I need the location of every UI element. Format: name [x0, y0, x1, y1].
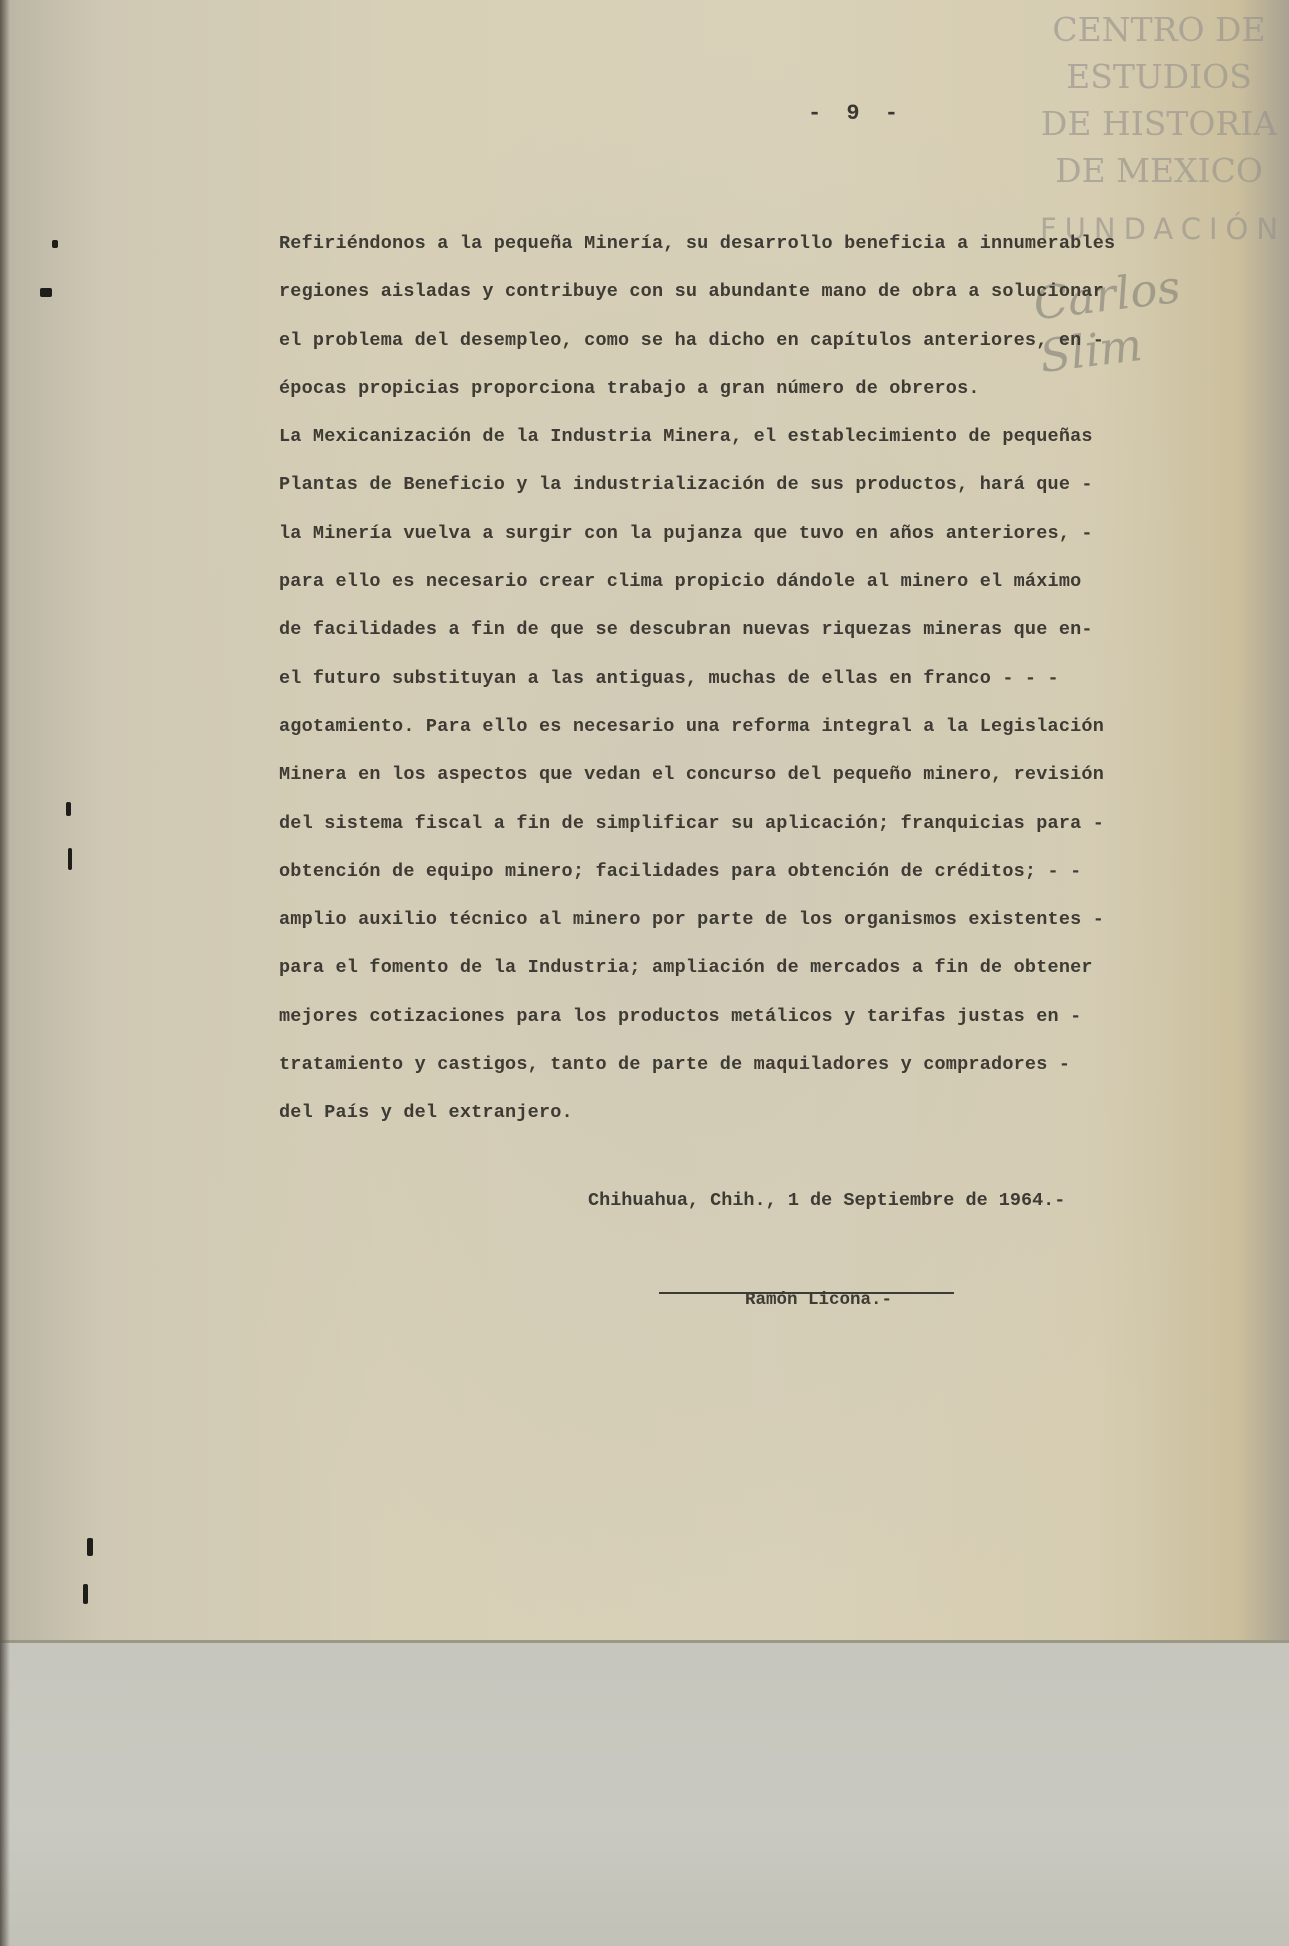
punch-mark: [87, 1538, 93, 1556]
text-line: mejores cotizaciones para los productos metálicos y tarifas justas en -: [279, 1005, 1082, 1027]
signer-name: Ramón Licona.-: [745, 1290, 893, 1310]
text-line: del País y del extranjero.: [279, 1102, 573, 1124]
punch-mark: [68, 848, 72, 870]
text-line: para ello es necesario crear clima propicio dándole al minero el máximo: [279, 571, 1082, 593]
paragraph: [279, 220, 1179, 413]
text-line: la Minería vuelva a surgir con la pujanza que tuvo en años anteriores, -: [279, 522, 1093, 544]
watermark-foundation: FUNDACIÓN: [1040, 212, 1287, 246]
paragraph: [279, 413, 1179, 1137]
watermark-line: DE MEXICO: [1055, 151, 1263, 190]
text-line: tratamiento y castigos, tanto de parte de maquiladores y compradores -: [279, 1054, 1071, 1076]
text-line: La Mexicanización de la Industria Minera, el establecimiento de pequeñas: [279, 426, 1093, 448]
watermark-line: ESTUDIOS: [1066, 57, 1252, 96]
text-line: agotamiento. Para ello es necesario una reforma integral a la Legislación: [279, 715, 1105, 737]
text-line: regiones aisladas y contribuye con su abundante mano de obra a solucionar: [279, 281, 1105, 303]
text-line: obtención de equipo minero; facilidades para obtención de créditos; - -: [279, 860, 1082, 882]
text-line: el problema del desempleo, como se ha dicho en capítulos anteriores, en -: [279, 329, 1105, 351]
punch-mark: [83, 1584, 88, 1604]
text-line: Minera en los aspectos que vedan el concurso del pequeño minero, revisión: [279, 764, 1105, 786]
punch-mark: [66, 802, 71, 816]
watermark-signature: Carlos Slim: [1030, 259, 1184, 384]
watermark-line: DE HISTORIA: [1040, 104, 1278, 143]
punch-mark: [52, 240, 58, 248]
text-line: el futuro substituyan a las antiguas, muchas de ellas en franco - - -: [279, 667, 1059, 689]
underlying-sheet: [0, 1640, 1289, 1946]
punch-mark: [40, 288, 52, 297]
scan-edge-shadow: [0, 0, 10, 1946]
text-line: de facilidades a fin de que se descubran nuevas riquezas mineras que en-: [279, 619, 1093, 641]
text-line: Plantas de Beneficio y la industrialización de sus productos, hará que -: [279, 474, 1093, 496]
text-line: Refiriéndonos a la pequeña Minería, su desarrollo beneficia a innumerables: [279, 233, 1116, 254]
text-line: amplio auxilio técnico al minero por parte de los organismos existentes -: [279, 909, 1105, 931]
page-number: - 9 -: [808, 101, 905, 126]
watermark-line: CENTRO DE: [1052, 10, 1266, 49]
place-and-date: Chihuahua, Chih., 1 de Septiembre de 1964.-: [588, 1190, 1066, 1211]
text-line: épocas propicias proporciona trabajo a gran número de obreros.: [279, 377, 980, 399]
document-body: [279, 220, 1179, 1138]
text-line: para el fomento de la Industria; ampliación de mercados a fin de obtener: [279, 957, 1093, 979]
text-line: del sistema fiscal a fin de simplificar su aplicación; franquicias para -: [279, 812, 1105, 834]
archive-watermark: [1028, 6, 1289, 194]
